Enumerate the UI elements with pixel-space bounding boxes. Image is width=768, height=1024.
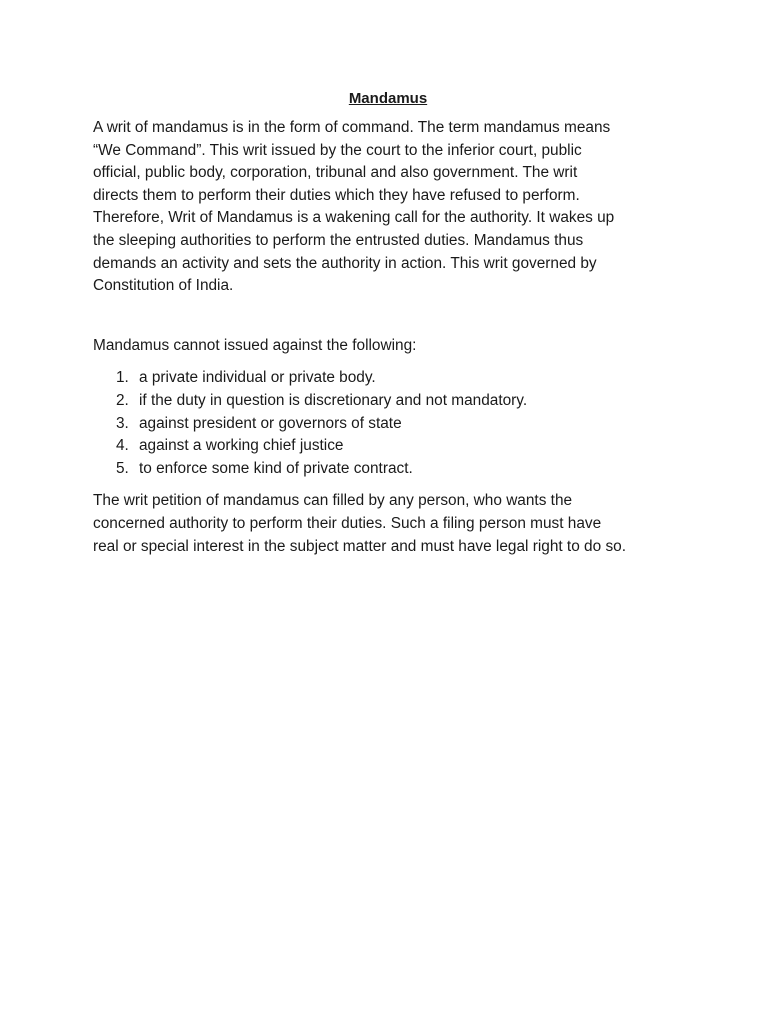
list-item-number: 3.: [116, 414, 129, 432]
closing-paragraph: The writ petition of mandamus can filled by any person, who wants the concerned authority to perform their duties. Such a filing person must have real or special interest in the subject matter and must have legal right to do so.: [93, 492, 626, 555]
document-title: Mandamus: [348, 90, 428, 107]
list-item: [116, 458, 683, 481]
list-item: [116, 390, 683, 413]
list-item-number: 1.: [116, 369, 129, 387]
list-item-text: if the duty in question is discretionary and not mandatory.: [139, 391, 528, 409]
list-item: [116, 367, 683, 390]
list-item-text: to enforce some kind of private contract.: [139, 459, 413, 477]
intro-paragraph: A writ of mandamus is in the form of command. The term mandamus means “We Command”. This writ issued by the court to the inferior court, public official, public body, corporation, tribunal and also government. The writ directs them to perform their duties which they have refused to perform. Therefore, Writ of Mandamus is a wakening call for the authority. It wakes up the sleeping authorities to perform the entrusted duties. Mandamus thus demands an activity and sets the authority in action. This writ governed by Constitution of India.: [93, 119, 615, 295]
list-item-number: 5.: [116, 459, 129, 477]
list-item-text: a private individual or private body.: [139, 369, 376, 387]
list-item-number: 4.: [116, 437, 129, 455]
list-item-text: against a working chief justice: [139, 437, 344, 455]
restrictions-list: [93, 367, 683, 480]
list-lead-text: Mandamus cannot issued against the following:: [93, 336, 417, 354]
list-item: [116, 413, 683, 436]
list-item-text: against president or governors of state: [139, 414, 402, 432]
list-item-number: 2.: [116, 391, 129, 409]
document-page: [93, 88, 683, 558]
list-item: [116, 435, 683, 458]
